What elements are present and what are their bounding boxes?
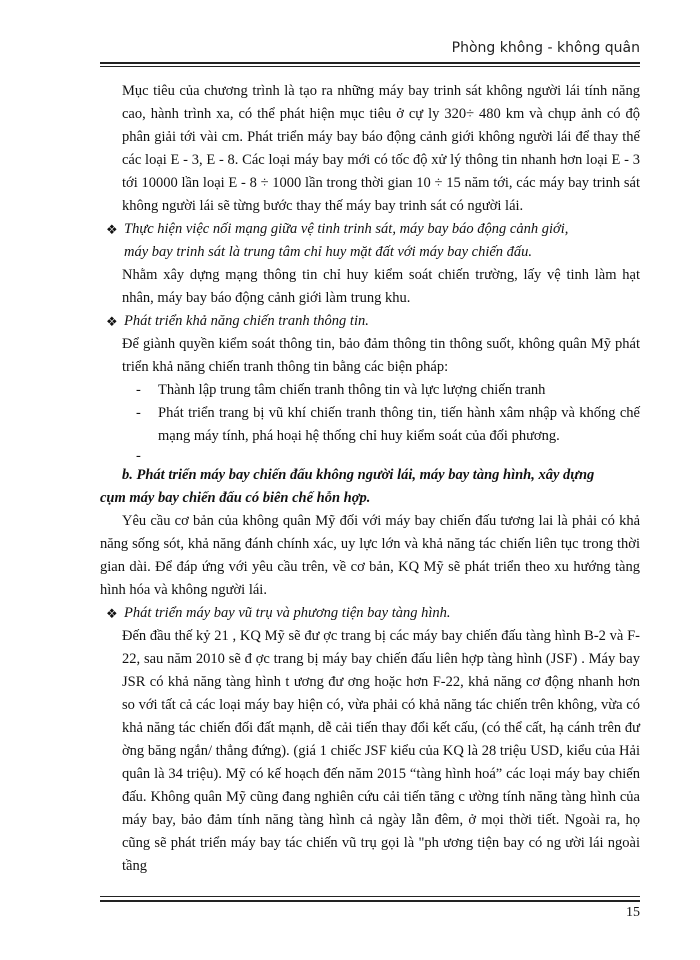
page-body (100, 80, 640, 878)
dash-mark: - (136, 405, 141, 421)
section-heading-b (100, 464, 640, 510)
section-heading-b-line2: cụm máy bay chiến đấu có biên chế hỗn hợp. (100, 490, 371, 506)
header-rule-thin (100, 66, 640, 67)
dash-mark: - (136, 382, 141, 398)
dash-item-weapons-text: Phát triển trang bị vũ khí chiến tranh thông tin, tiến hành xâm nhập và khống chế mạng máy tính, phá hoại hệ thống chỉ huy kiểm soát của đối phương. (158, 405, 640, 444)
bullet-networking-line2: máy bay trinh sát là trung tâm chỉ huy mặt đất với máy bay chiến đấu. (124, 244, 533, 260)
paragraph-info-control: Để giành quyền kiểm soát thông tin, bảo đảm thông tin thông suốt, không quân Mỹ phát triển khả năng chiến tranh thông tin bằng các biện pháp: (122, 336, 640, 375)
footer-rule-thick (100, 900, 640, 902)
diamond-bullet-icon: ❖ (106, 222, 118, 237)
diamond-bullet-icon: ❖ (106, 606, 118, 621)
dash-item-center (100, 379, 640, 402)
diamond-bullet-icon: ❖ (106, 314, 118, 329)
bullet-info-warfare (100, 310, 640, 333)
paragraph-network-purpose: Nhằm xây dựng mạng thông tin chỉ huy kiểm soát chiến trường, lấy vệ tinh làm hạt nhân, máy bay báo động cảnh giới làm trung khu. (122, 267, 640, 306)
paragraph-stealth-program: Đến đầu thế kỷ 21 , KQ Mỹ sẽ đư ợc trang bị các máy bay chiến đấu tàng hình B-2 và F-22, sau năm 2010 sẽ đ ợc trang bị máy bay chiến đấu liên hợp tàng hình (JSF) . Máy bay JSR có khả năng tàng hình t ương đư ơng hoặc hơn F-22, khả năng cơ động nhanh hơn so với tất cả các loại máy bay hiện có, vừa phải có khả năng tác chiến trên không, vừa có khả năng tác chiến đối đất mạnh, dễ cải tiến thay đổi kết cấu, (có thể cất, hạ cánh trên đư ờng băng ngắn/ thẳng đứng). (giá 1 chiếc JSF kiểu của KQ là 28 triệu USD, kiểu của Hải quân là 34 triệu). Mỹ có kế hoạch đến năm 2015 “tàng hình hoá” các loại máy bay chiến đấu. Không quân Mỹ cũng đang nghiên cứu cải tiến tăng c ường tính năng tàng hình của máy bay, bảo đảm tính năng tàng hình cả ngày lẫn đêm, ở mọi thời tiết. Ngoài ra, họ cũng sẽ phát triển máy bay tác chiến vũ trụ gọi là "ph ương tiện bay có ng ười lái ngoài tầng (122, 628, 640, 874)
bullet-stealth-text: Phát triển máy bay vũ trụ và phương tiện bay tàng hình. (124, 605, 451, 621)
page-header-title: Phòng không - không quân (451, 40, 640, 56)
stray-dash: - (136, 448, 141, 464)
bullet-info-warfare-text: Phát triển khả năng chiến tranh thông tin. (124, 313, 369, 329)
footer-rule-thin (100, 896, 640, 897)
bullet-networking-line1: Thực hiện việc nối mạng giữa vệ tinh trinh sát, máy bay báo động cảnh giới, (124, 221, 569, 237)
bullet-stealth (100, 602, 640, 625)
dash-item-center-text: Thành lập trung tâm chiến tranh thông tin và lực lượng chiến tranh (158, 382, 546, 398)
section-heading-b-line1: b. Phát triển máy bay chiến đấu không người lái, máy bay tàng hình, xây dựng (122, 467, 595, 483)
paragraph-objective: Mục tiêu của chương trình là tạo ra những máy bay trinh sát không người lái tính năng cao, hành trình xa, có thể phát hiện mục tiêu ở cự ly 320÷ 480 km và chụp ảnh có độ phân giải tới vài cm. Phát triển máy bay báo động cảnh giới không người lái để thay thế các loại E - 3, E - 8. Các loại máy bay mới có tốc độ xử lý thông tin nhanh hơn loại E - 3 tới 10000 lần loại E - 8 ÷ 1000 lần trong thời gian 10 ÷ 15 năm tới, các máy bay trinh sát không người lái sẽ từng bước thay thế máy bay trinh sát có người lái. (122, 83, 640, 214)
bullet-networking (100, 218, 640, 241)
dash-item-weapons (100, 402, 640, 448)
header-rule-thick (100, 62, 640, 64)
page-number: 15 (626, 905, 640, 920)
paragraph-requirements: Yêu cầu cơ bản của không quân Mỹ đối với máy bay chiến đấu tương lai là phải có khả năng sống sót, khả năng đánh chính xác, uy lực lớn và khả năng tác chiến liên tục trong thời gian dài. Để đáp ứng với yêu cầu trên, về cơ bản, KQ Mỹ sẽ phát triển theo xu hướng tàng hình hóa và không người lái. (100, 513, 640, 598)
